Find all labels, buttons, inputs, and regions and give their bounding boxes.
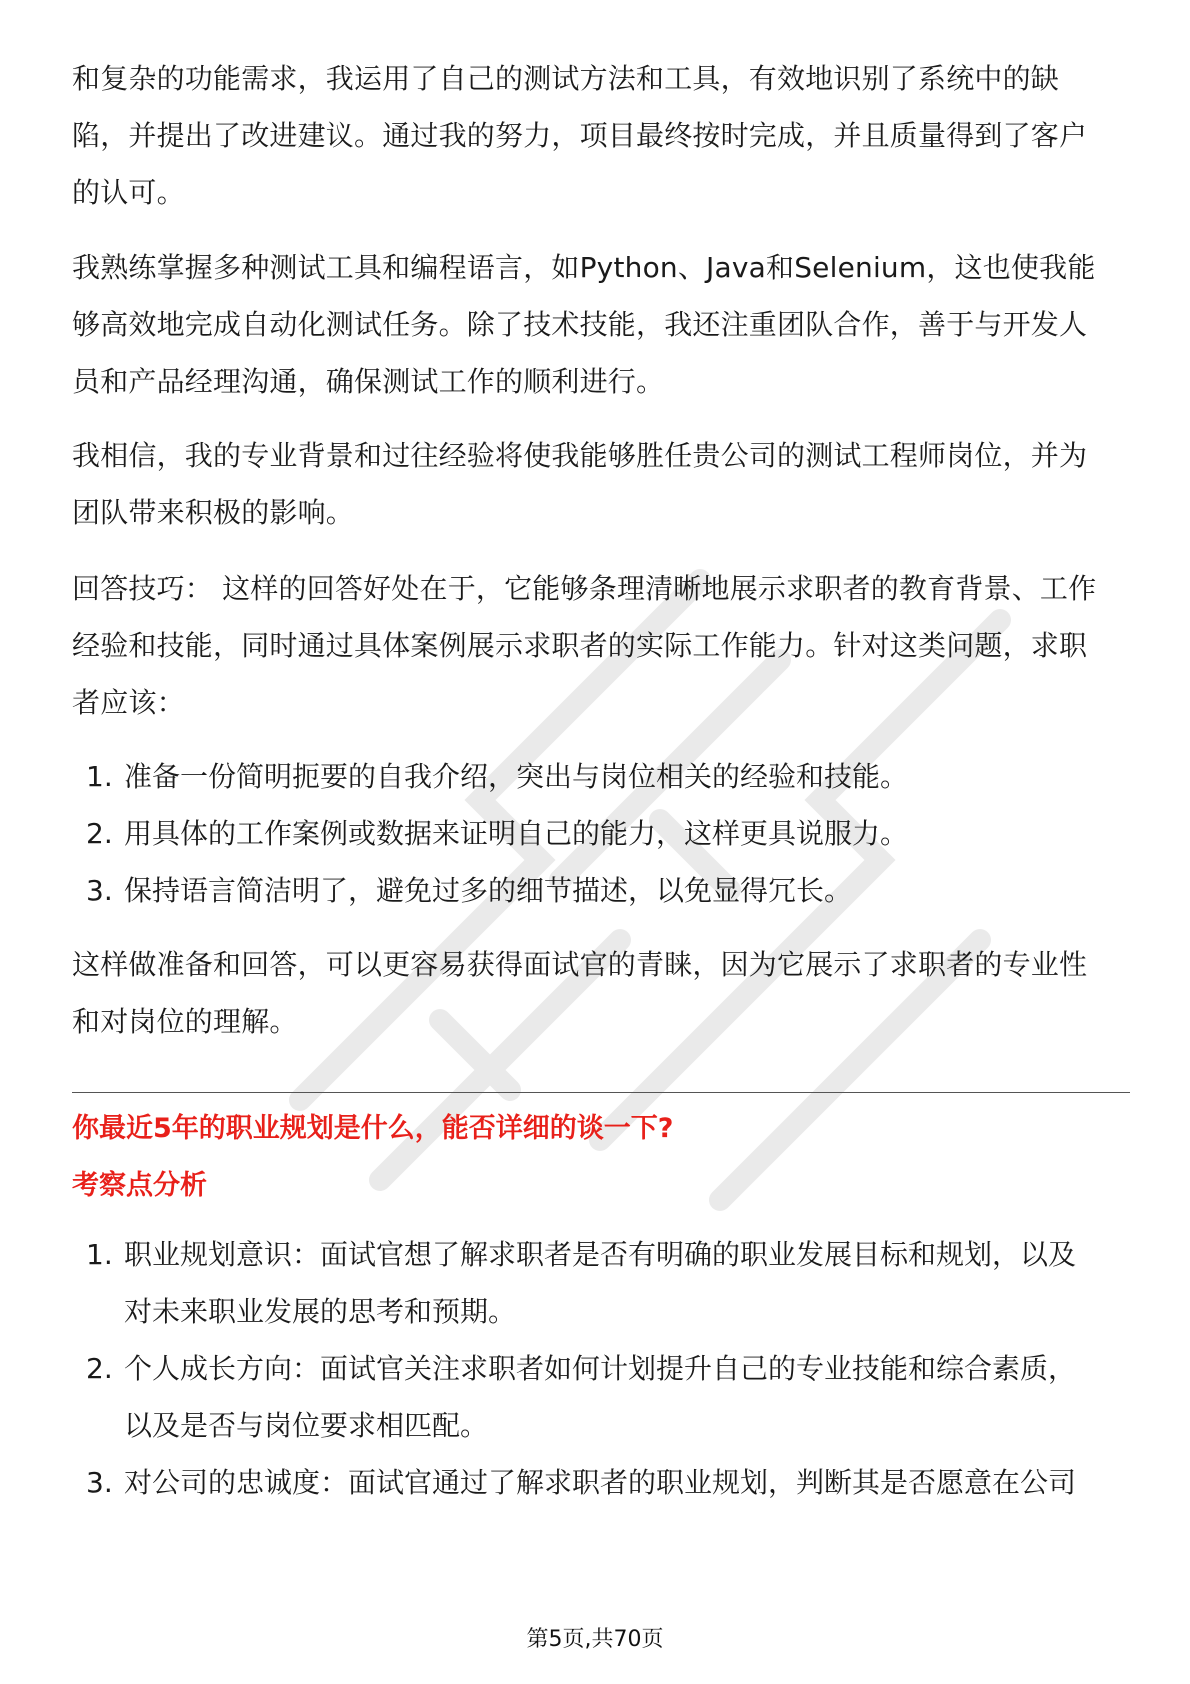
list-text: 用具体的工作案例或数据来证明自己的能力，这样更具说服力。 [124,817,909,850]
list-item [72,1454,1130,1511]
list-text: 以及是否与岗位要求相匹配。 [124,1409,489,1442]
list-item [72,1226,1130,1340]
list-number: 3. [86,1466,113,1499]
question-section [72,1100,1130,1214]
list-number: 2. [86,1352,113,1385]
list-text: 对未来职业发展的思考和预期。 [124,1295,517,1328]
list-text: 对公司的忠诚度：面试官通过了解求职者的职业规划，判断其是否愿意在公司 [124,1466,1077,1499]
tips-list [72,748,1130,919]
analysis-list [72,1226,1130,1511]
text-line: 经验和技能，同时通过具体案例展示求职者的实际工作能力。针对这类问题，求职 [72,629,1088,662]
paragraph-project-outcome [72,50,1130,221]
text-line: 这样做准备和回答，可以更容易获得面试官的青睐，因为它展示了求职者的专业性 [72,948,1088,981]
text-line: 的认可。 [72,176,185,209]
list-text: 保持语言简洁明了，避免过多的细节描述，以免显得冗长。 [124,874,853,907]
text-line: 我熟练掌握多种测试工具和编程语言，如Python、Java和Selenium，这也使我能 [72,251,1096,284]
list-item [72,748,1130,805]
text-line: 我相信，我的专业背景和过往经验将使我能够胜任贵公司的测试工程师岗位，并为 [72,439,1088,472]
text-line: 者应该： [72,686,185,719]
text-line: 回答技巧： 这样的回答好处在于，它能够条理清晰地展示求职者的教育背景、工作 [72,572,1097,605]
text-line: 陷，并提出了改进建议。通过我的努力，项目最终按时完成，并且质量得到了客户 [72,119,1088,152]
list-item [72,1340,1130,1454]
list-text: 个人成长方向：面试官关注求职者如何计划提升自己的专业技能和综合素质， [124,1352,1077,1385]
page-number: 第5页,共70页 [526,1627,664,1652]
analysis-subtitle: 考察点分析 [72,1170,207,1201]
text-line: 和对岗位的理解。 [72,1005,298,1038]
list-number: 3. [86,874,113,907]
list-text: 准备一份简明扼要的自我介绍，突出与岗位相关的经验和技能。 [124,760,909,793]
paragraph-skills [72,239,1130,410]
list-number: 1. [86,1238,113,1271]
list-item [72,862,1130,919]
paragraph-summary [72,936,1130,1050]
question-title: 你最近5年的职业规划是什么，能否详细的谈一下? [72,1113,674,1144]
paragraph-answer-tips [72,560,1130,731]
text-line: 员和产品经理沟通，确保测试工作的顺利进行。 [72,365,665,398]
list-number: 2. [86,817,113,850]
list-number: 1. [86,760,113,793]
list-text: 职业规划意识：面试官想了解求职者是否有明确的职业发展目标和规划，以及 [124,1238,1077,1271]
text-line: 团队带来积极的影响。 [72,496,355,529]
list-item [72,805,1130,862]
text-line: 和复杂的功能需求，我运用了自己的测试方法和工具，有效地识别了系统中的缺 [72,62,1060,95]
text-line: 够高效地完成自动化测试任务。除了技术技能，我还注重团队合作，善于与开发人 [72,308,1088,341]
section-divider [72,1092,1130,1093]
paragraph-confidence [72,427,1130,541]
